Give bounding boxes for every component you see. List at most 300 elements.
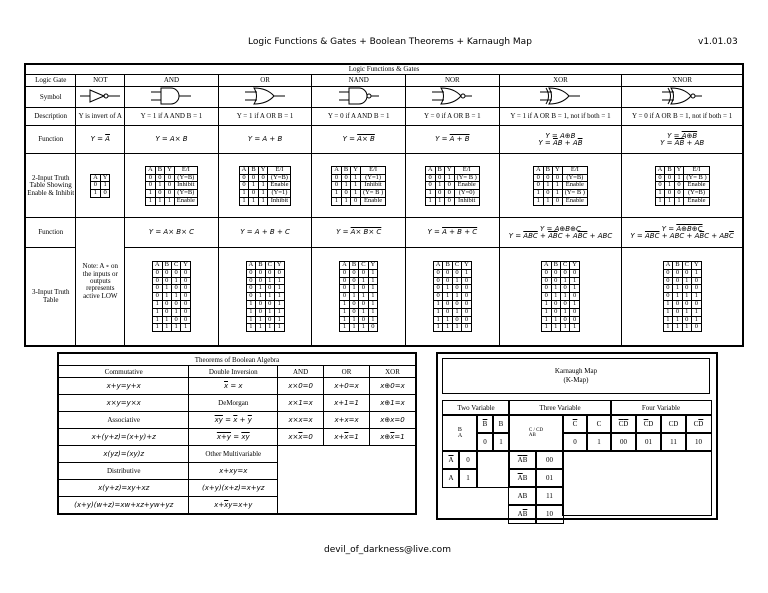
and-gate-symbol-icon [125,87,219,108]
tt2-cell: Inhibit [174,182,197,190]
not-cell: 1 [100,182,110,190]
tt3-and-cell [125,248,219,346]
tt2-cell: 1 [444,174,454,182]
or-rule-1: x+0=x [324,378,370,395]
tt3-cell: 0 [682,316,691,324]
tt2-cell: 0 [249,190,258,198]
tt2-cell: 0 [533,182,543,190]
tt3-header: C [171,261,180,269]
tt3-cell: 0 [541,293,551,301]
tt3-cell: 1 [340,324,350,332]
tt3-cell: 1 [541,308,551,316]
tt3-cell: 0 [560,269,569,277]
tt2-cell: 1 [552,190,562,198]
tt3-cell: 0 [433,293,443,301]
tt3-cell: 1 [349,324,358,332]
tt3-cell: 1 [256,316,265,324]
tt3-cell: 0 [171,316,180,324]
tt3-cell: 1 [256,324,265,332]
tt3-output: 1 [368,316,378,324]
tt2-cell: 1 [552,182,562,190]
tt2-header: A [332,166,342,174]
tt2-cell: 1 [543,182,552,190]
row-label-symbol: Symbol [25,87,76,108]
gate-and: AND [125,75,219,87]
kmap-three-col-c: C [586,414,612,434]
tt3-output: 1 [462,269,472,277]
tt2-cell: Inhibit [360,182,385,190]
tt3-cell: 0 [541,277,551,285]
tt3-cell: 0 [551,301,560,309]
tt3-header: B [256,261,265,269]
double-inversion-heading: Double Inversion [189,366,278,378]
tt2-header: Y [258,166,268,174]
kmap-row-num: 01 [535,468,564,488]
tt3-cell: 0 [152,269,162,277]
kmap-four-variable-label: Four Variable [610,400,712,416]
tt3-cell: 1 [162,285,171,293]
gate-or: OR [218,75,312,87]
tt3-cell: 0 [663,293,673,301]
tt3-output: 0 [462,277,472,285]
tt2-cell: 0 [655,174,665,182]
associative-2: x(yz)=(xy)z [58,446,189,463]
version-label: v1.01.03 [698,37,738,47]
tt2-xor-cell [499,154,622,218]
tt3-cell: 0 [359,285,368,293]
desc-not: Y is invert of A [76,108,125,126]
xnor-gate-symbol-icon [622,87,743,108]
demorgan-1: $\overline{xy} = \overline{x} + \overline{y}$ [189,412,278,429]
tt2-cell: 1 [425,190,435,198]
kmap-two-row-num: 0 [458,450,478,470]
gate-not: NOT [76,75,125,87]
associative-heading: Associative [58,412,189,429]
kmap-row-header: A $\overline{B}$ [508,504,537,524]
tt3-cell: 0 [162,277,171,285]
kmap-two-variable-label: Two Variable [442,400,510,416]
tt3-output: 1 [274,285,284,293]
tt3-cell: 1 [162,316,171,324]
kmap-subcaption: (K-Map) [563,376,589,384]
kmap-four-col-num: 10 [685,432,712,452]
tt3-cell: 1 [560,277,569,285]
tt3-cell: 0 [265,285,274,293]
tt2-cell: 1 [543,198,552,206]
tt3-xor-cell [499,248,622,346]
kmap-two-col-num: 1 [492,432,510,452]
tt3-cell: 0 [682,269,691,277]
func-nor: Y = A + B [406,126,500,154]
tt2-cell: 0 [655,182,665,190]
tt3-output: 0 [181,277,191,285]
tt3-cell: 0 [560,316,569,324]
row-label-description: Description [25,108,76,126]
tt3-cell: 1 [152,316,162,324]
tt2-cell: 1 [258,198,268,206]
nand-gate-symbol-icon [312,87,406,108]
func-not: $Y = \overline{A}$ [76,126,125,154]
tt3-cell: 1 [265,293,274,301]
tt2-cell: 0 [444,190,454,198]
tt3-header: A [340,261,350,269]
tt3-output: 0 [181,308,191,316]
and-3input-table [152,261,191,332]
func3-xor: Y = A⊕B⊕C $Y = \overline{ABC} + \overline{AB}C + A\overline{BC}$ + ABC [499,218,622,248]
tt3-cell: 0 [673,308,682,316]
gate-xor: XOR [499,75,622,87]
kmap-three-col-c-bar: $\overline{C}$ [562,414,588,434]
tt3-cell: 0 [340,285,350,293]
kmap-cells [562,450,712,516]
tt2-cell: (Y=B) [174,190,197,198]
commutative-heading: Commutative [58,366,189,378]
tt2-cell: 1 [425,198,435,206]
logic-table-caption: Logic Functions & Gates [25,64,743,75]
description-row [25,108,743,126]
tt2-cell: 0 [351,198,361,206]
func3-nor: Y = A + B + C [406,218,500,248]
tt3-cell: 0 [541,269,551,277]
tt3-output: 1 [274,316,284,324]
tt2-cell: 1 [239,198,249,206]
tt3-output: 0 [462,324,472,332]
tt3-header: C [560,261,569,269]
tt2-cell: 1 [665,198,674,206]
tt2-xnor-cell [622,154,743,218]
kmap-four-col-header: CD [660,414,687,434]
func-nand: Y = A× B [312,126,406,154]
tt2-header: Y [351,166,361,174]
tt3-cell: 0 [256,277,265,285]
and-heading: AND [278,366,324,378]
tt2-cell: Enable [684,182,709,190]
kmap-two-col-num: 0 [476,432,494,452]
nor-gate-symbol-icon [406,87,500,108]
tt3-cell: 0 [541,285,551,293]
kmap-two-row-a: A [442,468,460,488]
and-truth-table [145,166,198,206]
tt3-cell: 1 [171,324,180,332]
row-label-function3: Function [25,218,76,248]
tt3-output: 0 [462,316,472,324]
tt3-cell: 1 [246,301,256,309]
demorgan-heading: DeMorgan [189,395,278,412]
tt3-cell: 1 [682,293,691,301]
kmap-row-header: $\overline{A}$ B [508,468,537,488]
tt2-cell: Enable [174,198,197,206]
tt2-header: B [665,166,674,174]
tt3-xnor-cell [622,248,743,346]
desc-nor: Y = 0 if A OR B = 1 [406,108,500,126]
tt2-cell: (Y=1) [360,174,385,182]
not-cell: A [91,174,101,182]
tt3-cell: 0 [256,308,265,316]
tt2-header: E/I [684,166,709,174]
tt3-cell: 1 [359,324,368,332]
tt3-cell: 1 [265,277,274,285]
tt3-cell: 0 [682,285,691,293]
tt3-output: 1 [274,301,284,309]
tt3-nor-cell [406,248,500,346]
tt2-cell: 1 [249,182,258,190]
tt3-cell: 1 [265,324,274,332]
tt2-cell: 1 [351,190,361,198]
tt3-cell: 0 [359,316,368,324]
tt2-not-cell [76,154,125,218]
and-rule-3: x×x=x [278,412,324,429]
xor-gate-symbol-icon [499,87,622,108]
tt3-output: 1 [368,293,378,301]
tt3-output: 1 [691,269,701,277]
tt2-header: B [155,166,164,174]
tt3-cell: 0 [452,316,461,324]
tt2-header: E/I [454,166,479,174]
tt2-cell: 0 [332,182,342,190]
footer-email: devil_of_darkness@live.com [324,545,451,555]
tt2-cell: 1 [155,182,164,190]
tt3-cell: 0 [171,269,180,277]
tt3-cell: 0 [682,301,691,309]
tt2-cell: Inhibit [454,198,479,206]
tt2-cell: 0 [552,174,562,182]
other-multivariable-heading: Other Multivariable [189,446,278,463]
karnaugh-map-panel [436,352,718,520]
tt2-header: A [239,166,249,174]
not-cell: 0 [100,190,110,198]
tt2-or-cell [218,154,312,218]
tt2-cell: 0 [146,182,156,190]
tt2-cell: 0 [332,174,342,182]
tt2-cell: 0 [155,174,164,182]
kmap-two-col-b: B [492,414,510,434]
or-rule-3: x+x=x [324,412,370,429]
tt3-output: 1 [274,277,284,285]
tt2-cell: 0 [543,190,552,198]
kmap-four-col-num: 01 [635,432,662,452]
tt2-cell: 1 [674,174,684,182]
nor-3input-table [433,261,472,332]
kmap-four-corner: C / CD AB [508,414,564,452]
kmap-row-num: 11 [535,486,564,506]
not-truth-table [90,174,110,198]
tt3-header: B [443,261,452,269]
tt3-output: 0 [181,269,191,277]
kmap-two-corner: B A [442,414,478,452]
tt2-cell: 1 [665,182,674,190]
tt3-output: 1 [570,301,580,309]
tt3-cell: 0 [349,269,358,277]
row-label-tt3: 3-Input Truth Table [25,248,76,346]
tt2-header: B [543,166,552,174]
tt3-cell: 0 [171,285,180,293]
tt3-cell: 1 [551,316,560,324]
tt2-header: B [435,166,444,174]
tt3-output: 0 [462,301,472,309]
tt3-cell: 1 [541,324,551,332]
tt2-cell: 1 [655,190,665,198]
tt3-header: Y [691,261,701,269]
xor-rule-2: x⊕1=x [370,395,416,412]
kmap-row-header: $\overline{A}$ $\overline{B}$ [508,450,537,470]
func3-or: Y = A + B + C [218,218,312,248]
tt3-cell: 0 [162,269,171,277]
tt3-cell: 1 [433,308,443,316]
tt3-output: 0 [570,308,580,316]
tt3-cell: 0 [673,277,682,285]
tt3-cell: 1 [152,308,162,316]
tt3-cell: 1 [443,316,452,324]
not-gate-symbol-icon [76,87,125,108]
tt2-cell: 0 [674,190,684,198]
xnor-truth-table [655,166,710,206]
tt3-output: 0 [570,316,580,324]
tt3-output: 0 [368,324,378,332]
gate-xnor: XNOR [622,75,743,87]
tt3-cell: 0 [256,269,265,277]
tt3-cell: 1 [663,316,673,324]
kmap-two-col-b-bar: $\overline{B}$ [476,414,494,434]
not-cell: 0 [91,182,101,190]
tt3-cell: 0 [443,308,452,316]
theorems-caption: Theorems of Boolean Algebra [58,353,416,366]
tt3-cell: 0 [349,308,358,316]
tt3-cell: 1 [246,324,256,332]
tt2-cell: 1 [655,198,665,206]
tt2-cell: Enable [360,198,385,206]
tt3-output: 1 [570,324,580,332]
tt3-output: 0 [691,285,701,293]
kmap-four-col-num: 00 [610,432,637,452]
tt3-cell: 0 [246,293,256,301]
tt3-output: 0 [181,316,191,324]
kmap-row-num: 10 [535,504,564,524]
kmap-four-col-header: C $\overline{D}$ [685,414,712,434]
tt3-header: Y [462,261,472,269]
tt2-cell: 0 [435,190,444,198]
tt3-header: Y [570,261,580,269]
tt2-cell: 1 [351,174,361,182]
tt2-cell: 1 [155,198,164,206]
tt3-header: C [265,261,274,269]
tt2-header: Y [552,166,562,174]
tt2-cell: 1 [258,190,268,198]
tt3-cell: 1 [171,293,180,301]
tt3-cell: 0 [673,301,682,309]
tt3-output: 0 [462,293,472,301]
tt3-header: Y [368,261,378,269]
tt2-cell: 0 [239,182,249,190]
tt3-output: 0 [691,301,701,309]
tt3-cell: 1 [340,308,350,316]
tt3-cell: 1 [443,324,452,332]
tt3-cell: 0 [152,277,162,285]
tt3-output: 0 [181,293,191,301]
tt2-header: E/I [268,166,291,174]
distributive-2: (x+y)(w+z)=xw+xz+yw+yz [58,497,189,514]
kmap-row-header: AB [508,486,537,506]
tt2-cell: 1 [435,182,444,190]
other-rule-1: x+xy=x [189,463,278,480]
demorgan-2: $x+y = \overline{x}\overline{y}$ [189,429,278,446]
func-xnor: Y = A⊕B $Y = \overline{AB}$ + AB [622,126,743,154]
tt2-cell: 0 [165,174,175,182]
nand-truth-table [331,166,386,206]
tt2-header: B [341,166,350,174]
distributive-1: x(y+z)=xy+xz [58,480,189,497]
tt3-cell: 0 [265,316,274,324]
tt2-cell: Enable [684,198,709,206]
other-rule-3: $x+\overline{x}y=x+y$ [189,497,278,514]
tt2-cell: 1 [533,198,543,206]
tt3-output: 0 [462,285,472,293]
tt3-output: 1 [181,324,191,332]
tt3-header: B [349,261,358,269]
and-rule-1: x×0=0 [278,378,324,395]
or-rule-2: x+1=1 [324,395,370,412]
nand-3input-table [339,261,378,332]
tt3-cell: 1 [246,316,256,324]
tt2-cell: (Y=0) [454,190,479,198]
tt3-cell: 1 [340,301,350,309]
tt3-cell: 0 [551,269,560,277]
tt3-cell: 0 [246,277,256,285]
tt2-cell: 0 [444,182,454,190]
tt3-cell: 1 [162,324,171,332]
desc-and: Y = 1 if A AND B = 1 [125,108,219,126]
tt2-row [25,154,743,218]
tt3-cell: 1 [433,301,443,309]
tt2-and-cell [125,154,219,218]
tt3-output: 1 [368,277,378,285]
or-rule-4: $x+\overline{x}=1$ [324,429,370,446]
tt2-cell: 1 [332,198,342,206]
tt3-cell: 0 [265,269,274,277]
tt2-cell: (Y=B) [684,190,709,198]
tt3-cell: 1 [349,293,358,301]
tt3-cell: 0 [663,285,673,293]
tt3-output: 0 [691,324,701,332]
tt3-output: 0 [181,285,191,293]
tt3-cell: 0 [433,277,443,285]
tt3-cell: 1 [349,285,358,293]
tt3-cell: 1 [560,293,569,301]
tt2-header: Y [165,166,175,174]
tt3-output: 1 [274,324,284,332]
symbol-row [25,87,743,108]
xnor-3input-table [663,261,702,332]
tt3-cell: 1 [349,316,358,324]
tt3-cell: 0 [359,269,368,277]
kmap-row-num: 00 [535,450,564,470]
tt3-cell: 0 [340,293,350,301]
kmap-two-row-num: 1 [458,468,478,488]
or-truth-table [239,166,292,206]
kmap-two-cells [476,450,510,488]
kmap-two-row-a-bar: $\overline{A}$ [442,450,460,470]
commutative-2: x×y=y×x [58,395,189,412]
tt2-cell: Enable [268,182,291,190]
tt3-output: 0 [274,269,284,277]
tt2-cell: (Y= B ) [360,190,385,198]
tt3-cell: 1 [359,308,368,316]
tt3-cell: 1 [433,316,443,324]
not-cell: 1 [91,190,101,198]
tt3-cell: 1 [673,316,682,324]
tt3-nand-cell [312,248,406,346]
xor-rule-3: x⊕x=0 [370,412,416,429]
other-rule-2: (x+y)(x+z)=x+yz [189,480,278,497]
